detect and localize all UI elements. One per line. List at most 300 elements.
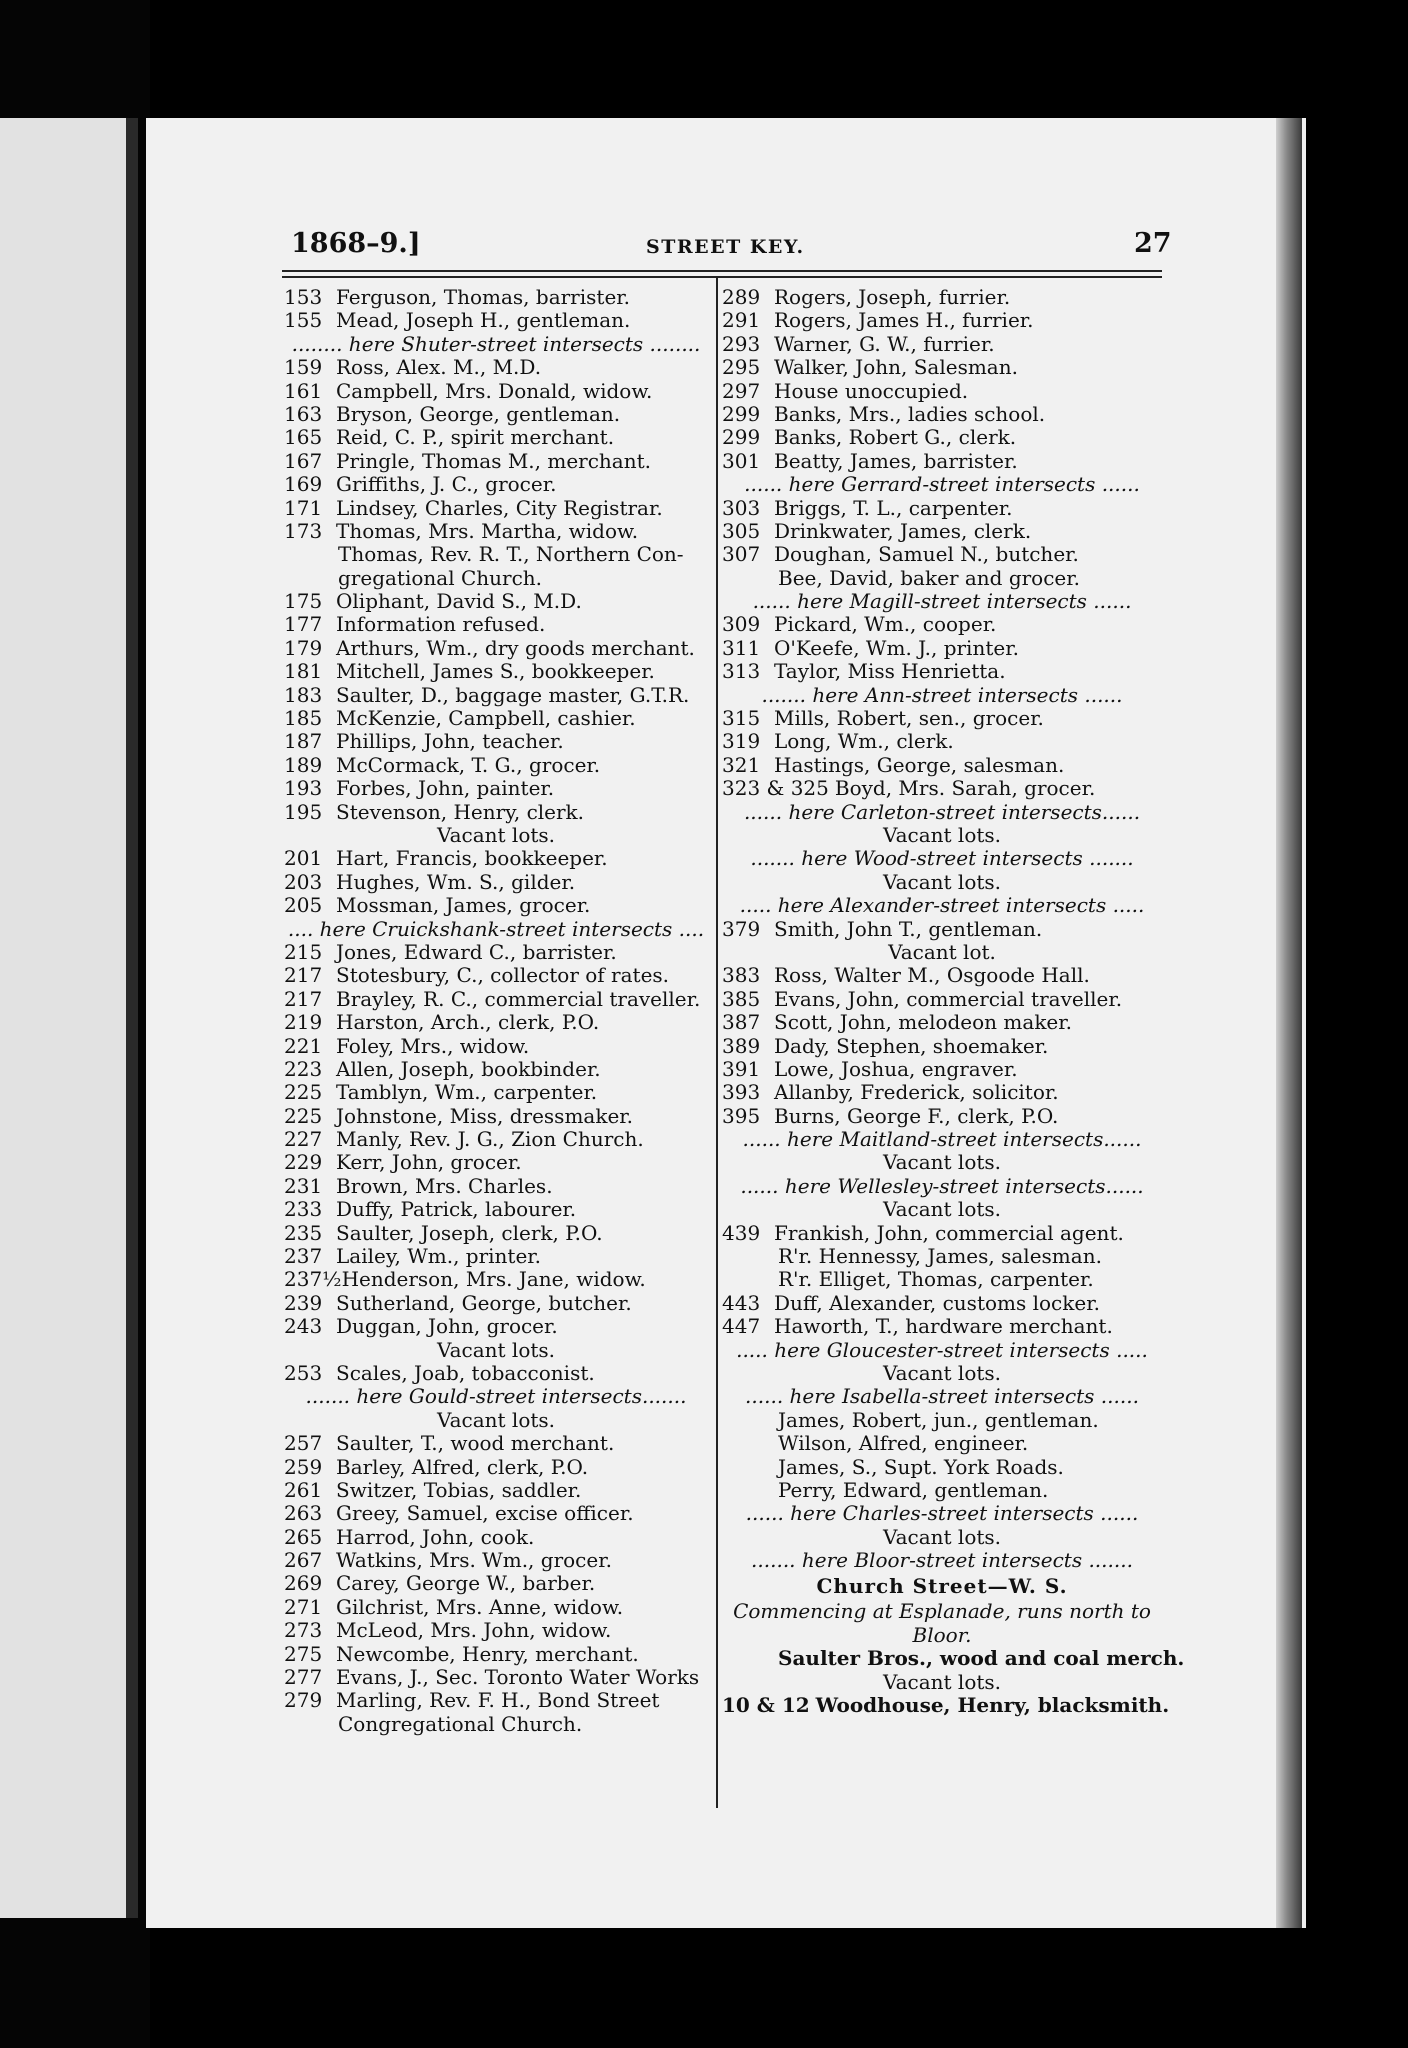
directory-entry xyxy=(284,590,708,613)
entry-text: Warner, G. W., furrier. xyxy=(774,331,995,356)
directory-entry xyxy=(284,286,708,309)
entry-text: Congregational Church. xyxy=(338,1711,583,1736)
intersect-note xyxy=(722,473,1162,496)
directory-entry xyxy=(722,1409,1162,1432)
house-number: 279 xyxy=(284,1688,323,1713)
header-title: STREET KEY. xyxy=(646,236,805,258)
house-number: 161 xyxy=(284,378,323,403)
entry-text: Allen, Joseph, bookbinder. xyxy=(336,1056,601,1081)
entry-text: Beatty, James, barrister. xyxy=(774,448,1018,473)
entry-text: Church Street—W. S. xyxy=(816,1574,1068,1599)
entry-text: Perry, Edward, gentleman. xyxy=(778,1477,1049,1502)
house-number: 299 xyxy=(722,401,761,426)
house-number: 259 xyxy=(284,1454,323,1479)
entry-text: Marling, Rev. F. H., Bond Street xyxy=(336,1688,660,1713)
vacant-lots xyxy=(722,1671,1162,1694)
house-number: 171 xyxy=(284,495,323,520)
house-number: 379 xyxy=(722,916,761,941)
entry-text: Vacant lot. xyxy=(888,939,996,964)
house-number: 237½ xyxy=(284,1267,342,1292)
entry-text: Woodhouse, Henry, blacksmith. xyxy=(815,1693,1170,1718)
house-number: 253 xyxy=(284,1360,323,1385)
directory-entry xyxy=(284,941,708,964)
directory-entry xyxy=(284,801,708,824)
house-number: 289 xyxy=(722,285,761,309)
entry-text: Reid, C. P., spirit merchant. xyxy=(336,425,615,450)
directory-entry xyxy=(284,1526,708,1549)
house-number: 163 xyxy=(284,401,323,426)
entry-text: Duggan, John, grocer. xyxy=(336,1314,558,1339)
entry-text: gregational Church. xyxy=(338,565,543,590)
directory-entry xyxy=(722,333,1162,356)
house-number: 169 xyxy=(284,472,323,497)
entry-text: Duff, Alexander, customs locker. xyxy=(774,1290,1100,1315)
intersect-note xyxy=(722,1175,1162,1198)
house-number: 393 xyxy=(722,1080,761,1105)
entry-text: Vacant lots. xyxy=(436,1337,556,1362)
header-rule xyxy=(282,270,1162,272)
vacant-lots xyxy=(284,1409,708,1432)
entry-text: R'r. Elliget, Thomas, carpenter. xyxy=(778,1267,1094,1292)
entry-text: Haworth, T., hardware merchant. xyxy=(774,1314,1113,1339)
house-number: 235 xyxy=(284,1220,323,1245)
entry-text: Bee, David, baker and grocer. xyxy=(778,565,1080,590)
entry-text: Carey, George W., barber. xyxy=(336,1571,596,1596)
house-number: 205 xyxy=(284,893,323,918)
directory-entry xyxy=(284,1151,708,1174)
entry-text: Lindsey, Charles, City Registrar. xyxy=(336,495,663,520)
entry-text: Scales, Joab, tobacconist. xyxy=(336,1360,595,1385)
house-number: 319 xyxy=(722,729,761,754)
entry-text: Burns, George F., clerk, P.O. xyxy=(774,1103,1059,1128)
directory-entry xyxy=(722,1268,1162,1291)
entry-text: O'Keefe, Wm. J., printer. xyxy=(774,635,1019,660)
house-number: 295 xyxy=(722,355,761,380)
directory-entry xyxy=(722,1646,1185,1671)
vacant-lots xyxy=(722,824,1162,847)
intersect-note xyxy=(722,1385,1162,1408)
entry-text: Thomas, Mrs. Martha, widow. xyxy=(336,518,639,543)
directory-entry xyxy=(722,567,1162,590)
entry-text: Gilchrist, Mrs. Anne, widow. xyxy=(336,1594,624,1619)
entry-text: James, Robert, jun., gentleman. xyxy=(778,1407,1099,1432)
house-number: 189 xyxy=(284,752,323,777)
entry-text: Doughan, Samuel N., butcher. xyxy=(774,542,1079,567)
directory-entry xyxy=(284,356,708,379)
entry-text: Hughes, Wm. S., gilder. xyxy=(336,869,576,894)
intersect-note xyxy=(722,1339,1162,1362)
entry-text: Sutherland, George, butcher. xyxy=(336,1290,632,1315)
entry-text: ...... here Carleton-street intersects...... xyxy=(743,799,1141,824)
house-number: 305 xyxy=(722,518,761,543)
directory-entry xyxy=(722,520,1162,543)
vacant-lots xyxy=(722,1362,1162,1385)
entry-text: Mossman, James, grocer. xyxy=(336,893,591,918)
entry-text: Stevenson, Henry, clerk. xyxy=(336,799,585,824)
entry-text: Manly, Rev. J. G., Zion Church. xyxy=(336,1127,644,1152)
house-number: 233 xyxy=(284,1197,323,1222)
directory-entry xyxy=(722,964,1162,987)
directory-entry xyxy=(722,988,1162,1011)
house-number: 395 xyxy=(722,1103,761,1128)
entry-text: Hart, Francis, bookkeeper. xyxy=(336,846,608,871)
entry-text: ...... here Charles-street intersects ...... xyxy=(745,1501,1139,1526)
house-number: 271 xyxy=(284,1594,323,1619)
house-number: 307 xyxy=(722,542,761,567)
entry-text: Tamblyn, Wm., carpenter. xyxy=(336,1080,598,1105)
directory-entry xyxy=(284,473,708,496)
house-number: 443 xyxy=(722,1290,761,1315)
directory-entry xyxy=(284,1175,708,1198)
directory-entry xyxy=(722,707,1162,730)
entry-text: Mitchell, James S., bookkeeper. xyxy=(336,659,655,684)
entry-text: Jones, Edward C., barrister. xyxy=(336,939,617,964)
entry-text: Drinkwater, James, clerk. xyxy=(774,518,1032,543)
vacant-lots xyxy=(722,1526,1162,1549)
house-number: 215 xyxy=(284,939,323,964)
house-number: 299 xyxy=(722,425,761,450)
entry-text: McKenzie, Campbell, cashier. xyxy=(336,706,636,731)
section-heading xyxy=(722,1572,1162,1600)
entry-text: Mead, Joseph H., gentleman. xyxy=(336,308,631,333)
entry-text: Evans, John, commercial traveller. xyxy=(774,986,1123,1011)
entry-text: Rogers, Joseph, furrier. xyxy=(774,285,1011,309)
entry-text: Vacant lots. xyxy=(882,1197,1002,1222)
directory-entry xyxy=(722,450,1162,473)
house-number: 243 xyxy=(284,1314,323,1339)
house-number: 321 xyxy=(722,752,761,777)
house-number: 315 xyxy=(722,706,761,731)
house-number: 265 xyxy=(284,1524,323,1549)
previous-page-edge xyxy=(0,118,136,1918)
intersect-note xyxy=(284,1385,708,1408)
house-number: 387 xyxy=(722,1010,761,1035)
house-number: 181 xyxy=(284,659,323,684)
entry-text: ...... here Gerrard-street intersects ...... xyxy=(744,472,1140,497)
directory-entry xyxy=(284,1315,708,1338)
entry-text: Harrod, John, cook. xyxy=(336,1524,535,1549)
house-number: 391 xyxy=(722,1056,761,1081)
directory-entry xyxy=(284,1456,708,1479)
intersect-note xyxy=(284,333,708,356)
entry-text: Oliphant, David S., M.D. xyxy=(336,589,582,614)
directory-entry xyxy=(284,450,708,473)
directory-entry xyxy=(722,1292,1162,1315)
page-header xyxy=(146,228,1186,268)
entry-text: Kerr, John, grocer. xyxy=(336,1150,522,1175)
directory-entry xyxy=(722,1479,1162,1502)
directory-entry xyxy=(284,1245,708,1268)
house-number: 185 xyxy=(284,706,323,731)
intersect-note xyxy=(722,1128,1162,1151)
house-number: 159 xyxy=(284,355,323,380)
entry-text: Forbes, John, painter. xyxy=(336,776,555,801)
entry-text: Henderson, Mrs. Jane, widow. xyxy=(341,1267,646,1292)
entry-text: Information refused. xyxy=(336,612,546,637)
left-column xyxy=(284,286,708,1736)
entry-text: Vacant lots. xyxy=(882,869,1002,894)
entry-text: Bryson, George, gentleman. xyxy=(336,401,621,426)
house-number: 223 xyxy=(284,1056,323,1081)
directory-entry xyxy=(284,1596,708,1619)
directory-entry xyxy=(284,1479,708,1502)
entry-text: Campbell, Mrs. Donald, widow. xyxy=(336,378,653,403)
entry-text: Lailey, Wm., printer. xyxy=(336,1244,542,1269)
house-number: 10 & 12 xyxy=(722,1693,810,1718)
directory-entry xyxy=(722,403,1162,426)
entry-text: Lowe, Joshua, engraver. xyxy=(774,1056,1018,1081)
page-edge-shadow xyxy=(1276,118,1302,1928)
entry-text: Briggs, T. L., carpenter. xyxy=(774,495,1013,520)
house-number: 239 xyxy=(284,1290,323,1315)
entry-text: .... here Cruickshank-street intersects .... xyxy=(287,916,705,941)
entry-text: Vacant lots. xyxy=(882,1360,1002,1385)
vacant-lots xyxy=(722,941,1162,964)
directory-entry xyxy=(284,1292,708,1315)
house-number: 221 xyxy=(284,1033,323,1058)
entry-text: Saulter, Joseph, clerk, P.O. xyxy=(336,1220,603,1245)
entry-continuation xyxy=(284,1713,708,1736)
directory-entry xyxy=(284,1198,708,1221)
house-number: 229 xyxy=(284,1150,323,1175)
directory-entry xyxy=(284,1268,708,1291)
intersect-note xyxy=(722,684,1162,707)
directory-entry xyxy=(722,1035,1162,1058)
directory-entry xyxy=(722,426,1162,449)
entry-text: Hastings, George, salesman. xyxy=(774,752,1065,777)
directory-entry xyxy=(284,1035,708,1058)
house-number: 237 xyxy=(284,1244,323,1269)
directory-entry xyxy=(284,894,708,917)
directory-entry xyxy=(722,1011,1162,1034)
directory-entry xyxy=(722,637,1162,660)
house-number: 439 xyxy=(722,1220,761,1245)
entry-text: Ross, Alex. M., M.D. xyxy=(336,355,542,380)
directory-entry xyxy=(284,613,708,636)
house-number: 313 xyxy=(722,659,761,684)
directory-entry xyxy=(284,637,708,660)
directory-entry xyxy=(284,754,708,777)
directory-entry xyxy=(722,613,1162,636)
entry-text: Pickard, Wm., cooper. xyxy=(774,612,997,637)
header-rule xyxy=(282,276,1162,278)
entry-text: Allanby, Frederick, solicitor. xyxy=(774,1080,1059,1105)
entry-text: ...... here Maitland-street intersects...... xyxy=(742,1127,1142,1152)
entry-text: Greey, Samuel, excise officer. xyxy=(336,1501,634,1526)
house-number: 173 xyxy=(284,518,323,543)
entry-text: Switzer, Tobias, saddler. xyxy=(336,1477,582,1502)
entry-text: Saulter, T., wood merchant. xyxy=(336,1431,615,1456)
entry-text: ...... here Magill-street intersects ...... xyxy=(752,589,1132,614)
entry-text: ........ here Shuter-street intersects ........ xyxy=(291,331,701,356)
entry-text: Newcombe, Henry, merchant. xyxy=(336,1641,639,1666)
entry-text: Arthurs, Wm., dry goods merchant. xyxy=(336,635,695,660)
house-number: 323 & 325 xyxy=(722,776,829,801)
intersect-note xyxy=(722,1549,1162,1572)
directory-entry xyxy=(284,1643,708,1666)
entry-text: Ross, Walter M., Osgoode Hall. xyxy=(774,963,1090,988)
house-number: 293 xyxy=(722,331,761,356)
house-number: 167 xyxy=(284,448,323,473)
directory-entry xyxy=(284,380,708,403)
directory-entry xyxy=(722,1245,1162,1268)
entry-text: Thomas, Rev. R. T., Northern Con- xyxy=(338,542,684,567)
directory-entry xyxy=(284,871,708,894)
directory-entry xyxy=(284,497,708,520)
directory-entry xyxy=(722,777,1162,800)
entry-text: Taylor, Miss Henrietta. xyxy=(774,659,1006,684)
entry-continuation xyxy=(284,543,708,566)
directory-entry xyxy=(722,356,1162,379)
entry-text: Banks, Robert G., clerk. xyxy=(774,425,1017,450)
directory-entry xyxy=(722,1432,1162,1455)
entry-text: Saulter Bros., wood and coal merch. xyxy=(778,1646,1185,1671)
directory-entry xyxy=(284,730,708,753)
entry-text: Duffy, Patrick, labourer. xyxy=(336,1197,577,1222)
entry-continuation xyxy=(284,567,708,590)
house-number: 227 xyxy=(284,1127,323,1152)
entry-text: Ferguson, Thomas, barrister. xyxy=(336,285,630,309)
entry-text: ..... here Alexander-street intersects ..... xyxy=(739,893,1145,918)
entry-text: Rogers, James H., furrier. xyxy=(774,308,1034,333)
directory-entry xyxy=(284,660,708,683)
house-number: 219 xyxy=(284,1010,323,1035)
directory-entry xyxy=(284,847,708,870)
directory-entry xyxy=(284,707,708,730)
intersect-note xyxy=(722,801,1162,824)
directory-entry xyxy=(722,1081,1162,1104)
house-number: 383 xyxy=(722,963,761,988)
directory-entry xyxy=(284,1128,708,1151)
directory-entry xyxy=(722,1693,1170,1718)
house-number: 277 xyxy=(284,1665,323,1690)
house-number: 179 xyxy=(284,635,323,660)
entry-text: Foley, Mrs., widow. xyxy=(336,1033,530,1058)
house-number: 183 xyxy=(284,682,323,707)
entry-text: Saulter, D., baggage master, G.T.R. xyxy=(336,682,690,707)
house-number: 273 xyxy=(284,1618,323,1643)
directory-entry xyxy=(722,1315,1162,1338)
directory-entry xyxy=(284,1502,708,1525)
house-number: 311 xyxy=(722,635,761,660)
directory-entry xyxy=(284,1105,708,1128)
entry-text: Vacant lots. xyxy=(882,822,1002,847)
directory-entry xyxy=(722,1105,1162,1128)
entry-text: Johnstone, Miss, dressmaker. xyxy=(336,1103,634,1128)
house-number: 153 xyxy=(284,285,323,309)
directory-entry xyxy=(284,988,708,1011)
house-number: 225 xyxy=(284,1080,323,1105)
entry-text: Griffiths, J. C., grocer. xyxy=(336,472,557,497)
entry-text: ....... here Ann-street intersects ...... xyxy=(761,682,1123,707)
directory-entry xyxy=(722,309,1162,332)
house-number: 303 xyxy=(722,495,761,520)
directory-entry xyxy=(722,543,1162,566)
entry-text: Pringle, Thomas M., merchant. xyxy=(336,448,652,473)
entry-text: Frankish, John, commercial agent. xyxy=(774,1220,1124,1245)
right-column xyxy=(722,285,1185,1718)
house-number: 309 xyxy=(722,612,761,637)
directory-entry xyxy=(722,754,1162,777)
vacant-lots xyxy=(284,1339,708,1362)
house-number: 217 xyxy=(284,963,323,988)
directory-entry xyxy=(284,964,708,987)
directory-entry xyxy=(284,1432,708,1455)
house-number: 193 xyxy=(284,776,323,801)
entry-text: ..... here Gloucester-street intersects ..... xyxy=(736,1337,1148,1362)
intersect-note xyxy=(284,918,708,941)
entry-text: ...... here Wellesley-street intersects...... xyxy=(740,1173,1144,1198)
entry-text: Smith, John T., gentleman. xyxy=(774,916,1043,941)
entry-text: Mills, Robert, sen., grocer. xyxy=(774,706,1044,731)
house-number: 187 xyxy=(284,729,323,754)
directory-entry xyxy=(722,730,1162,753)
entry-text: House unoccupied. xyxy=(774,378,969,403)
page-number: 27 xyxy=(1134,228,1172,259)
directory-entry xyxy=(284,1058,708,1081)
entry-text: ....... here Wood-street intersects ....... xyxy=(750,846,1134,871)
directory-entry xyxy=(284,1549,708,1572)
directory-entry xyxy=(284,1666,708,1689)
house-number: 301 xyxy=(722,448,761,473)
directory-entry xyxy=(722,918,1162,941)
directory-entry xyxy=(284,1222,708,1245)
house-number: 225 xyxy=(284,1103,323,1128)
entry-text: Vacant lots. xyxy=(436,822,556,847)
intersect-note xyxy=(722,847,1162,870)
directory-entry xyxy=(284,1081,708,1104)
directory-entry xyxy=(284,1362,708,1385)
entry-text: R'r. Hennessy, James, salesman. xyxy=(778,1244,1102,1269)
entry-text: Banks, Mrs., ladies school. xyxy=(774,401,1046,426)
house-number: 275 xyxy=(284,1641,323,1666)
entry-text: Barley, Alfred, clerk, P.O. xyxy=(336,1454,589,1479)
directory-entry xyxy=(284,426,708,449)
entry-text: Wilson, Alfred, engineer. xyxy=(778,1431,1029,1456)
house-number: 447 xyxy=(722,1314,761,1339)
vacant-lots xyxy=(284,824,708,847)
directory-entry xyxy=(284,520,708,543)
house-number: 267 xyxy=(284,1548,323,1573)
house-number: 155 xyxy=(284,308,323,333)
entry-text: Brayley, R. C., commercial traveller. xyxy=(336,986,701,1011)
entry-text: Commencing at Esplanade, runs north to Bloor. xyxy=(733,1599,1151,1647)
entry-text: ...... here Isabella-street intersects ...... xyxy=(745,1384,1139,1409)
entry-text: Watkins, Mrs. Wm., grocer. xyxy=(336,1548,612,1573)
directory-entry xyxy=(722,286,1162,309)
entry-text: James, S., Supt. York Roads. xyxy=(778,1454,1064,1479)
entry-text: ....... here Gould-street intersects....... xyxy=(305,1384,687,1409)
house-number: 263 xyxy=(284,1501,323,1526)
section-note xyxy=(722,1600,1162,1647)
entry-text: McCormack, T. G., grocer. xyxy=(336,752,601,777)
house-number: 165 xyxy=(284,425,323,450)
entry-text: McLeod, Mrs. John, widow. xyxy=(336,1618,612,1643)
directory-entry xyxy=(284,777,708,800)
entry-text: Harston, Arch., clerk, P.O. xyxy=(336,1010,600,1035)
house-number: 261 xyxy=(284,1477,323,1502)
directory-entry xyxy=(284,1619,708,1642)
house-number: 257 xyxy=(284,1431,323,1456)
house-number: 203 xyxy=(284,869,323,894)
entry-text: Stotesbury, C., collector of rates. xyxy=(336,963,670,988)
house-number: 175 xyxy=(284,589,323,614)
directory-entry xyxy=(284,1011,708,1034)
intersect-note xyxy=(722,590,1162,613)
entry-text: Phillips, John, teacher. xyxy=(336,729,564,754)
house-number: 385 xyxy=(722,986,761,1011)
directory-entry xyxy=(722,1058,1162,1081)
